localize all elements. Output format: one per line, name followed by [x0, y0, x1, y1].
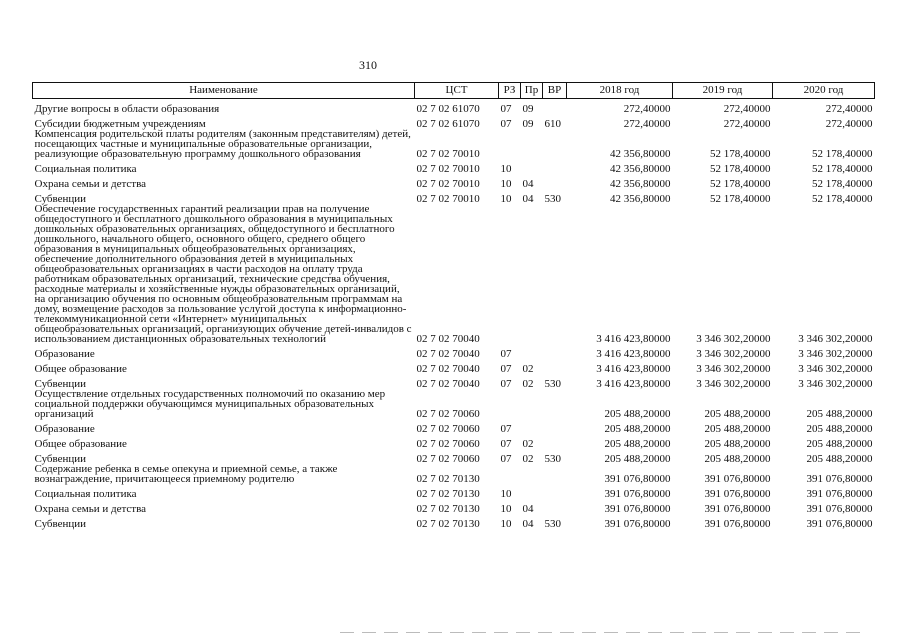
row-2018: 205 488,20000 [604, 408, 671, 420]
row-2018: 272,40000 [623, 103, 671, 115]
row-cst: 02 7 02 70010 [416, 148, 480, 160]
row-vr [543, 174, 567, 189]
row-2018: 42 356,80000 [610, 193, 671, 205]
row-name: Субвенции [34, 518, 87, 530]
row-rz [499, 204, 521, 344]
row-name: Образование [34, 348, 95, 360]
column-header-2020: 2020 год [773, 83, 875, 99]
row-2020: 205 488,20000 [806, 438, 873, 450]
row-2018: 205 488,20000 [604, 453, 671, 465]
row-2020: 52 178,40000 [812, 193, 873, 205]
row-vr [543, 359, 567, 374]
row-pr [521, 159, 543, 174]
row-2018: 3 416 423,80000 [596, 348, 671, 360]
row-cst: 02 7 02 70010 [416, 178, 480, 190]
row-rz: 10 [500, 518, 512, 530]
row-cst: 02 7 02 70130 [416, 473, 480, 485]
row-2019: 52 178,40000 [710, 178, 771, 190]
row-2020: 391 076,80000 [806, 488, 873, 500]
row-pr [521, 389, 543, 419]
table-row [33, 389, 875, 419]
row-2019: 205 488,20000 [704, 408, 771, 420]
row-cst: 02 7 02 70130 [416, 488, 480, 500]
table-row [33, 484, 875, 499]
table-row [33, 189, 875, 204]
table-row [33, 374, 875, 389]
row-2019: 272,40000 [723, 103, 771, 115]
row-vr: 530 [544, 453, 561, 465]
row-name: Общее образование [34, 438, 127, 450]
row-pr: 09 [522, 103, 534, 115]
row-pr: 02 [522, 438, 534, 450]
row-2019: 205 488,20000 [704, 423, 771, 435]
row-vr: 530 [544, 378, 561, 390]
row-2020: 205 488,20000 [806, 408, 873, 420]
column-header-rz: РЗ [499, 83, 521, 99]
row-rz: 07 [500, 378, 512, 390]
row-name: Социальная политика [34, 163, 137, 175]
row-2018: 391 076,80000 [604, 473, 671, 485]
row-rz: 07 [500, 103, 512, 115]
row-cst: 02 7 02 70130 [416, 503, 480, 515]
budget-table [32, 82, 875, 529]
row-2019: 3 346 302,20000 [696, 333, 771, 345]
table-row [33, 129, 875, 159]
row-2019: 272,40000 [723, 118, 771, 130]
column-header-2018: 2018 год [567, 83, 673, 99]
row-2020: 52 178,40000 [812, 148, 873, 160]
row-vr [543, 129, 567, 159]
row-vr [543, 389, 567, 419]
row-2018: 205 488,20000 [604, 423, 671, 435]
row-2019: 52 178,40000 [710, 148, 771, 160]
row-rz: 10 [500, 503, 512, 515]
row-pr: 02 [522, 378, 534, 390]
row-2018: 42 356,80000 [610, 148, 671, 160]
row-2018: 391 076,80000 [604, 518, 671, 530]
row-name: Социальная политика [34, 488, 137, 500]
row-pr [521, 204, 543, 344]
table-row [33, 204, 875, 344]
row-2019: 52 178,40000 [710, 193, 771, 205]
row-name: Компенсация родительской платы родителям (законным представителям) детей, посещающих частные и муниципальные образовательные организации, реализующие образовательную программу дошкольного образования [34, 128, 411, 160]
row-vr: 530 [544, 193, 561, 205]
row-2018: 42 356,80000 [610, 178, 671, 190]
table-row [33, 419, 875, 434]
row-rz: 07 [500, 363, 512, 375]
row-name: Субвенции [34, 453, 87, 465]
row-name: Охрана семьи и детства [34, 503, 147, 515]
row-2018: 3 416 423,80000 [596, 363, 671, 375]
row-cst: 02 7 02 70060 [416, 438, 480, 450]
row-rz: 07 [500, 438, 512, 450]
table-row [33, 514, 875, 529]
row-pr [521, 344, 543, 359]
row-vr: 610 [544, 118, 561, 130]
row-rz: 10 [500, 193, 512, 205]
row-2019: 3 346 302,20000 [696, 378, 771, 390]
row-vr [543, 434, 567, 449]
row-pr: 04 [522, 518, 534, 530]
row-rz [499, 129, 521, 159]
row-2018: 3 416 423,80000 [596, 333, 671, 345]
row-cst: 02 7 02 70060 [416, 408, 480, 420]
row-2018: 391 076,80000 [604, 488, 671, 500]
table-row [33, 114, 875, 129]
row-cst: 02 7 02 70010 [416, 163, 480, 175]
row-2020: 3 346 302,20000 [798, 363, 873, 375]
row-name: Общее образование [34, 363, 127, 375]
row-cst: 02 7 02 61070 [416, 118, 480, 130]
row-rz: 10 [500, 178, 512, 190]
row-rz: 07 [500, 423, 512, 435]
row-pr [521, 484, 543, 499]
row-vr [543, 204, 567, 344]
row-pr: 04 [522, 503, 534, 515]
row-rz: 07 [500, 118, 512, 130]
row-vr [543, 419, 567, 434]
row-name: Образование [34, 423, 95, 435]
row-pr: 09 [522, 118, 534, 130]
row-vr [543, 484, 567, 499]
table-row [33, 434, 875, 449]
row-cst: 02 7 02 70010 [416, 193, 480, 205]
row-cst: 02 7 02 70040 [416, 348, 480, 360]
row-2020: 205 488,20000 [806, 423, 873, 435]
column-header-cst: ЦСТ [415, 83, 499, 99]
row-2019: 391 076,80000 [704, 518, 771, 530]
page-number: 310 [359, 58, 377, 72]
row-2018: 272,40000 [623, 118, 671, 130]
row-rz: 07 [500, 348, 512, 360]
row-name: Субвенции [34, 193, 87, 205]
row-2018: 205 488,20000 [604, 438, 671, 450]
table-row [33, 159, 875, 174]
row-rz [499, 389, 521, 419]
row-pr [521, 129, 543, 159]
row-cst: 02 7 02 61070 [416, 103, 480, 115]
row-2020: 52 178,40000 [812, 163, 873, 175]
row-2020: 3 346 302,20000 [798, 378, 873, 390]
row-2020: 205 488,20000 [806, 453, 873, 465]
row-2020: 3 346 302,20000 [798, 348, 873, 360]
row-2020: 3 346 302,20000 [798, 333, 873, 345]
row-name: Другие вопросы в области образования [34, 103, 220, 115]
row-2018: 3 416 423,80000 [596, 378, 671, 390]
row-name: Охрана семьи и детства [34, 178, 147, 190]
row-name: Субсидии бюджетным учреждениям [34, 118, 206, 130]
row-rz: 10 [500, 163, 512, 175]
row-cst: 02 7 02 70040 [416, 363, 480, 375]
row-2019: 3 346 302,20000 [696, 363, 771, 375]
row-2018: 42 356,80000 [610, 163, 671, 175]
row-rz [499, 464, 521, 484]
column-header-name: Наименование [33, 83, 415, 99]
table-row [33, 344, 875, 359]
row-2020: 391 076,80000 [806, 518, 873, 530]
row-pr: 02 [522, 453, 534, 465]
row-name: Субвенции [34, 378, 87, 390]
row-pr: 02 [522, 363, 534, 375]
row-pr [521, 464, 543, 484]
row-rz: 07 [500, 453, 512, 465]
row-2018: 391 076,80000 [604, 503, 671, 515]
row-2019: 205 488,20000 [704, 438, 771, 450]
row-vr [543, 344, 567, 359]
row-2019: 3 346 302,20000 [696, 348, 771, 360]
row-pr [521, 419, 543, 434]
row-vr [543, 99, 567, 115]
table-row [33, 449, 875, 464]
row-cst: 02 7 02 70040 [416, 333, 480, 345]
row-vr [543, 464, 567, 484]
row-2019: 391 076,80000 [704, 503, 771, 515]
column-header-2019: 2019 год [673, 83, 773, 99]
row-2019: 52 178,40000 [710, 163, 771, 175]
table-row [33, 499, 875, 514]
table-row [33, 359, 875, 374]
row-rz: 10 [500, 488, 512, 500]
row-vr [543, 499, 567, 514]
scan-artifact [340, 632, 860, 633]
row-2019: 391 076,80000 [704, 488, 771, 500]
row-cst: 02 7 02 70060 [416, 453, 480, 465]
row-name: Осуществление отдельных государственных полномочий по оказанию мер социальной поддержки обучающимся муниципальных образовательных организаций [34, 388, 386, 420]
row-pr: 04 [522, 178, 534, 190]
row-2019: 205 488,20000 [704, 453, 771, 465]
row-cst: 02 7 02 70130 [416, 518, 480, 530]
row-2020: 272,40000 [825, 118, 873, 130]
row-2020: 52 178,40000 [812, 178, 873, 190]
row-2019: 391 076,80000 [704, 473, 771, 485]
row-cst: 02 7 02 70040 [416, 378, 480, 390]
row-vr: 530 [544, 518, 561, 530]
column-header-vr: ВР [543, 83, 567, 99]
table-row [33, 464, 875, 484]
table-row [33, 174, 875, 189]
row-cst: 02 7 02 70060 [416, 423, 480, 435]
row-name: Обеспечение государственных гарантий реализации прав на получение общедоступного и бесплатного дошкольного образования в муниципальных дошкольных образовательных организациях, общедоступного и бесплатного дошкольного, начального общего, основного общего, среднего общего образования в муниципальных общеобразовательных организациях, обеспечение дополнительного образования детей в муниципальных общеобразовательных организациях в части расходов на оплату труда работникам образовательных организаций, технические средства обучения, расходные материалы и хозяйственные нужды образовательных организаций, на организацию обучения по основным общеобразовательным программам на дому, возмещение расходов за пользование услугой доступа к информационно-телекоммуникационной сети «Интернет» муниципальных общеобразовательных организаций, организующих обучение детей-инвалидов с использованием дистанционных образовательных технологий [34, 203, 412, 345]
row-2020: 391 076,80000 [806, 473, 873, 485]
row-2020: 391 076,80000 [806, 503, 873, 515]
row-2020: 272,40000 [825, 103, 873, 115]
table-row [33, 99, 875, 115]
row-name: Содержание ребенка в семье опекуна и приемной семье, а также вознаграждение, причитающееся приемному родителю [34, 463, 338, 485]
row-pr: 04 [522, 193, 534, 205]
table-header-row [33, 83, 875, 99]
column-header-pr: Пр [521, 83, 543, 99]
row-vr [543, 159, 567, 174]
